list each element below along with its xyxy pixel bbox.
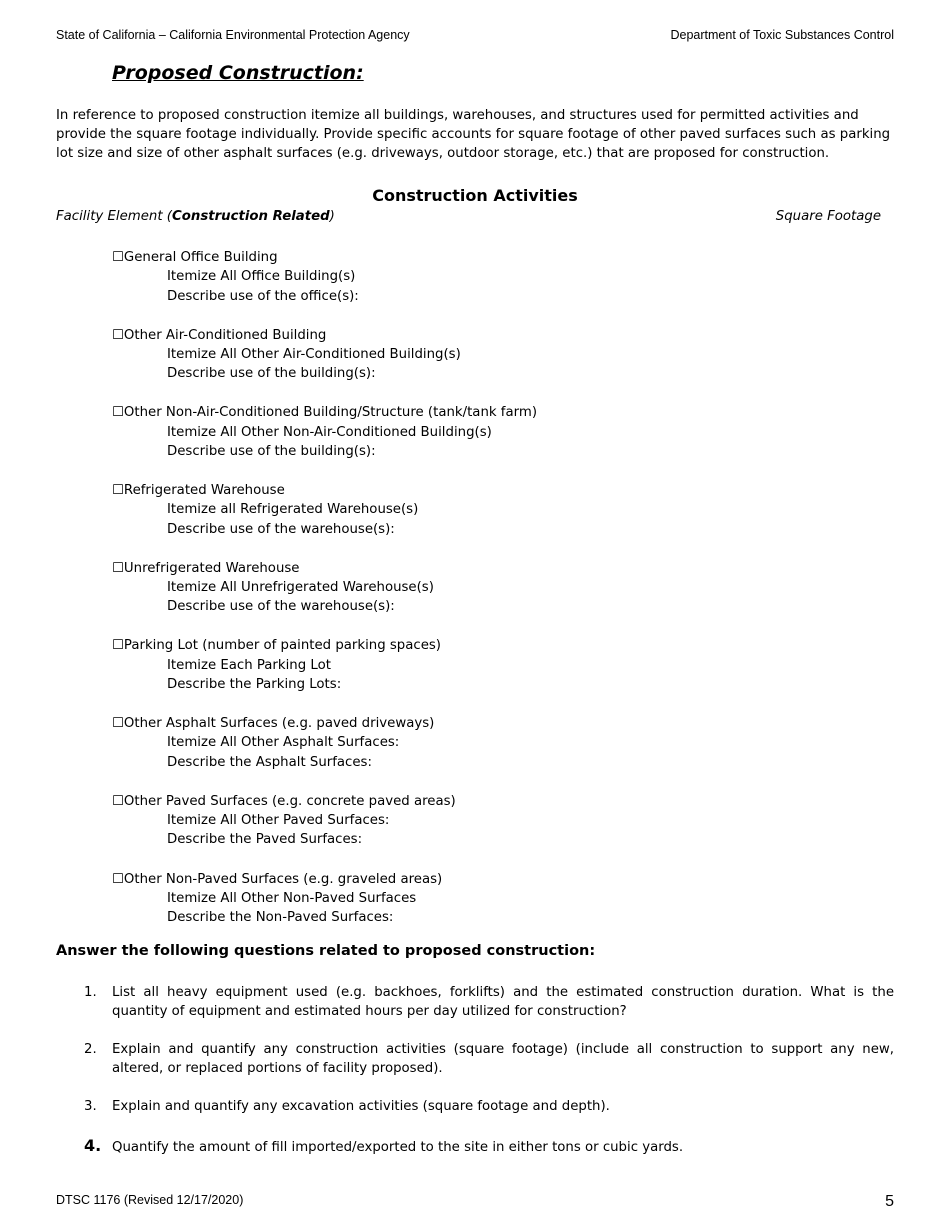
questions-title: Answer the following questions related to proposed construction: xyxy=(56,943,596,959)
item-label: Other Asphalt Surfaces (e.g. paved driveways) xyxy=(123,716,435,732)
item-describe: Describe the Asphalt Surfaces: xyxy=(167,754,372,770)
item-describe: Describe use of the office(s): xyxy=(167,288,359,304)
item-itemize: Itemize All Other Non-Air-Conditioned Building(s) xyxy=(167,424,492,440)
item-describe: Describe the Non-Paved Surfaces: xyxy=(167,910,394,926)
list-item xyxy=(112,481,812,559)
checkbox[interactable]: ☐ xyxy=(112,638,124,654)
list-item xyxy=(112,248,812,326)
list-item xyxy=(112,326,812,404)
item-label: Parking Lot (number of painted parking spaces) xyxy=(123,638,441,654)
list-item xyxy=(112,792,812,870)
question-number: 1. xyxy=(84,985,97,1000)
list-item xyxy=(112,870,812,948)
item-label: Other Paved Surfaces (e.g. concrete paved areas) xyxy=(123,793,456,809)
question-text: Quantify the amount of fill imported/exported to the site in either tons or cubic yards. xyxy=(112,1140,684,1155)
item-itemize: Itemize All Other Paved Surfaces: xyxy=(167,813,390,829)
item-describe: Describe use of the building(s): xyxy=(167,443,376,459)
checkbox[interactable]: ☐ xyxy=(112,250,124,265)
question-item xyxy=(84,1136,894,1157)
question-item xyxy=(84,1097,894,1116)
item-itemize: Itemize All Other Asphalt Surfaces: xyxy=(167,735,400,751)
question-item xyxy=(84,983,894,1021)
item-describe: Describe use of the building(s): xyxy=(167,366,376,382)
checkbox[interactable]: ☐ xyxy=(112,871,124,887)
question-text: List all heavy equipment used (e.g. backhoes, forklifts) and the estimated construction duration. What is the quantity of equipment and estimated hours per day utilized for construction? xyxy=(112,985,894,1019)
item-describe: Describe the Parking Lots: xyxy=(167,677,342,693)
list-item xyxy=(112,559,812,637)
checkbox[interactable]: ☐ xyxy=(112,327,124,343)
list-item xyxy=(112,714,812,792)
column-header-bold: Construction Related xyxy=(171,209,330,224)
item-label: Other Non-Air-Conditioned Building/Structure (tank/tank farm) xyxy=(123,405,538,421)
header-department: Department of Toxic Substances Control xyxy=(670,28,894,42)
item-describe: Describe use of the warehouse(s): xyxy=(167,521,395,537)
column-header-square-footage: Square Footage xyxy=(775,209,881,224)
question-text: Explain and quantify any construction activities (square footage) (include all construction to support any new, altered, or replaced portions of facility proposed). xyxy=(112,1042,894,1076)
item-label: Other Non-Paved Surfaces (e.g. graveled areas) xyxy=(123,871,443,887)
checkbox[interactable]: ☐ xyxy=(112,483,124,499)
question-number: 3. xyxy=(84,1099,97,1114)
item-itemize: Itemize All Other Non-Paved Surfaces xyxy=(167,890,417,906)
footer-form-id: DTSC 1176 (Revised 12/17/2020) xyxy=(56,1193,244,1207)
column-header-prefix: Facility Element ( xyxy=(56,209,172,224)
item-label: Other Air-Conditioned Building xyxy=(123,327,327,343)
question-number: 2. xyxy=(84,1042,97,1057)
column-header-facility-element xyxy=(56,209,335,224)
header-agency: State of California – California Environmental Protection Agency xyxy=(56,28,410,42)
checkbox[interactable]: ☐ xyxy=(112,405,124,421)
item-label: General Office Building xyxy=(123,250,278,265)
intro-paragraph: In reference to proposed construction itemize all buildings, warehouses, and structures used for permitted activities and provide the square footage individually. Provide specific accounts for square footage of other paved surfaces such as parking lot size and size of other asphalt surfaces (e.g. driveways, outdoor storage, etc.) that are proposed for construction. xyxy=(56,108,891,161)
item-describe: Describe use of the warehouse(s): xyxy=(167,599,395,615)
item-label: Refrigerated Warehouse xyxy=(123,483,285,499)
page-title: Proposed Construction: xyxy=(112,62,364,84)
item-itemize: Itemize All Other Air-Conditioned Building(s) xyxy=(167,346,461,362)
item-itemize: Itemize All Office Building(s) xyxy=(167,269,356,285)
column-header-suffix: ) xyxy=(329,209,335,224)
item-itemize: Itemize Each Parking Lot xyxy=(167,657,331,673)
item-label: Unrefrigerated Warehouse xyxy=(123,560,300,576)
question-text: Explain and quantify any excavation activities (square footage and depth). xyxy=(112,1099,610,1114)
list-item xyxy=(112,403,812,481)
section-title: Construction Activities xyxy=(372,186,578,205)
item-itemize: Itemize All Unrefrigerated Warehouse(s) xyxy=(167,580,434,596)
list-item xyxy=(112,636,812,714)
question-number: 4. xyxy=(84,1136,102,1155)
page-number: 5 xyxy=(885,1193,894,1210)
checkbox[interactable]: ☐ xyxy=(112,793,124,809)
item-describe: Describe the Paved Surfaces: xyxy=(167,832,363,848)
facility-element-list xyxy=(112,248,812,947)
item-itemize: Itemize all Refrigerated Warehouse(s) xyxy=(167,502,419,518)
question-item xyxy=(84,1040,894,1078)
checkbox[interactable]: ☐ xyxy=(112,560,124,576)
checkbox[interactable]: ☐ xyxy=(112,716,124,732)
